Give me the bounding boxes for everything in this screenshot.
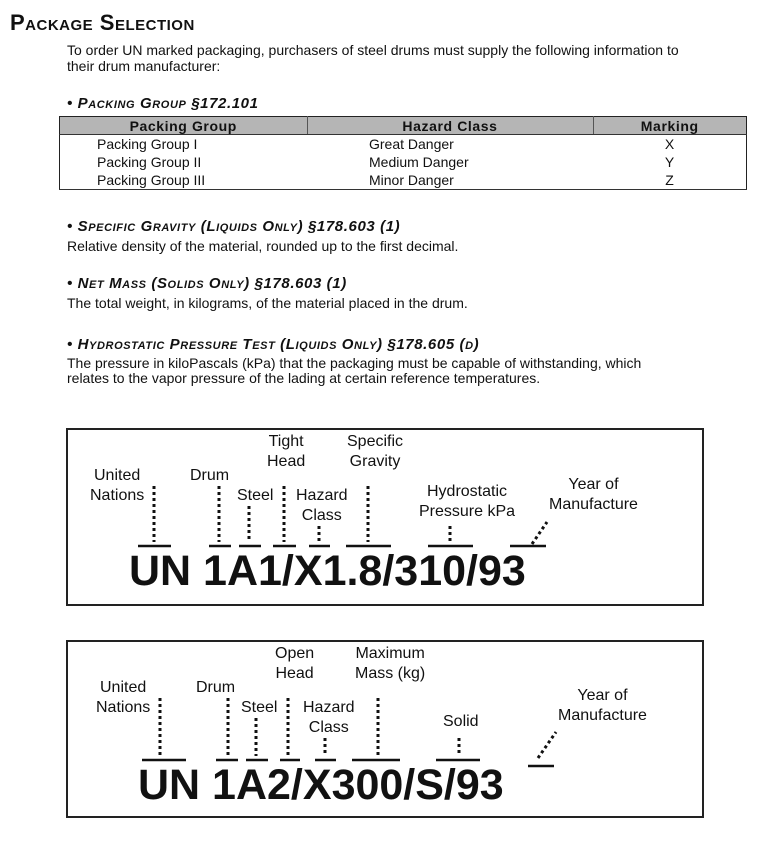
table-header-row xyxy=(60,117,747,135)
marking-cell: X xyxy=(664,136,675,152)
column-header-packing-group: Packing Group xyxy=(60,117,308,135)
marking-diagram-liquids xyxy=(66,428,704,606)
label-steel: Steel xyxy=(241,699,278,716)
hazard-class-cell: Minor Danger xyxy=(307,171,593,190)
marking-cell: Y xyxy=(664,154,675,170)
packing-group-cell: Packing Group II xyxy=(97,154,202,170)
hazard-class-cell: Medium Danger xyxy=(369,154,469,170)
packing-group-heading: • Packing Group §172.101 xyxy=(67,95,259,112)
marking-cell: Z xyxy=(593,171,747,190)
column-header-hazard-class: Hazard Class xyxy=(307,117,593,135)
column-header-marking: Marking xyxy=(593,117,747,135)
hydrostatic-heading: • Hydrostatic Pressure Test (Liquids Only) §178.605 (d) xyxy=(67,336,480,353)
marking-diagram-solids xyxy=(66,640,704,818)
label-drum: Drum xyxy=(190,467,230,484)
intro-text: To order UN marked packaging, purchasers of steel drums must supply the following information to their drum manufacturer: xyxy=(67,42,679,74)
page-title: Package Selection xyxy=(10,10,195,35)
packing-group-cell: Packing Group III xyxy=(60,171,308,190)
net-mass-heading: • Net Mass (Solids Only) §178.603 (1) xyxy=(67,275,347,292)
label-united-nations: United Nations xyxy=(96,679,151,716)
table-row xyxy=(60,171,747,190)
label-open-head: Open Head xyxy=(275,645,315,682)
un-marking-code-solids: UN 1A2/X300/S/93 xyxy=(138,761,504,809)
label-steel: Steel xyxy=(237,487,274,504)
label-year-of-manufacture: Year of Manufacture xyxy=(558,687,647,724)
label-solid: Solid xyxy=(443,713,479,730)
hazard-class-cell: Great Danger xyxy=(369,136,454,152)
un-marking-code-liquids: UN 1A1/X1.8/310/93 xyxy=(129,547,526,595)
net-mass-text: The total weight, in kilograms, of the material placed in the drum. xyxy=(67,295,468,311)
label-maximum-mass: Maximum Mass (kg) xyxy=(355,645,426,682)
packing-group-cell: Packing Group I xyxy=(97,136,198,152)
label-united-nations: United Nations xyxy=(90,467,145,504)
label-year-of-manufacture: Year of Manufacture xyxy=(549,476,638,513)
label-tight-head: Tight Head xyxy=(267,433,306,470)
label-hydrostatic-pressure: Hydrostatic Pressure kPa xyxy=(419,483,516,520)
label-hazard-class: Hazard Class xyxy=(303,699,355,736)
specific-gravity-text: Relative density of the material, rounded up to the first decimal. xyxy=(67,238,459,254)
packing-group-table xyxy=(59,116,747,190)
specific-gravity-heading: • Specific Gravity (Liquids Only) §178.603 (1) xyxy=(67,218,401,235)
table-row xyxy=(60,153,747,171)
label-specific-gravity: Specific Gravity xyxy=(347,433,404,470)
label-hazard-class: Hazard Class xyxy=(296,487,348,524)
hydrostatic-text: The pressure in kiloPascals (kPa) that the packaging must be capable of withstanding, which relates to the vapor pressure of the lading at certain reference temperatures. xyxy=(67,355,642,386)
table-row xyxy=(60,135,747,154)
label-drum: Drum xyxy=(196,679,236,696)
